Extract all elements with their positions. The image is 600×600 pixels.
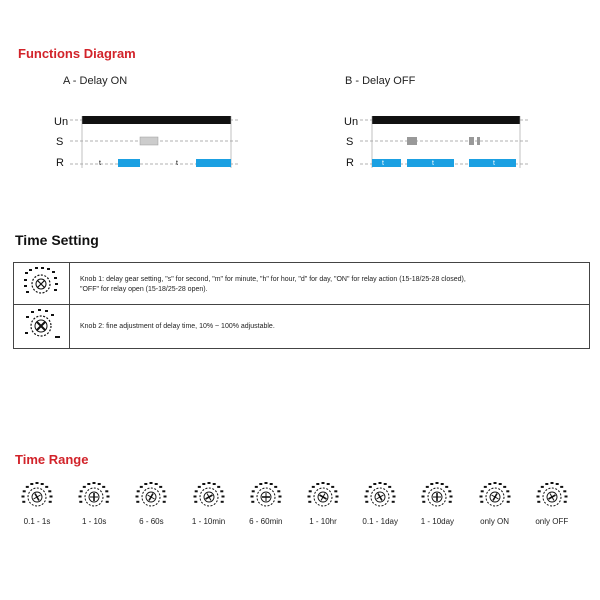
range-dial-icon <box>527 478 577 514</box>
range-label: 6 - 60s <box>139 517 164 526</box>
diagram-a-label-r: R <box>56 157 64 169</box>
range-dial-icon <box>298 478 348 514</box>
knob1-description <box>80 275 466 295</box>
range-label: 1 - 10s <box>81 517 107 526</box>
range-dial-icon <box>355 478 405 514</box>
diagram-b-un-bar <box>372 116 520 124</box>
diagram-a-t2: t <box>176 160 178 167</box>
range-label: 1 - 10day <box>420 517 455 526</box>
time-setting-table <box>13 262 590 349</box>
knob1-description-line2: "OFF" for relay open (15-18/25-28 open). <box>80 286 208 293</box>
diagram-b-title: B - Delay OFF <box>345 75 416 87</box>
range-label: 0.1 - 1day <box>362 517 398 526</box>
diagram-a-timing <box>70 112 245 172</box>
diagram-b-label-un: Un <box>344 116 359 128</box>
range-label: 1 - 10min <box>191 517 226 526</box>
diagram-a-s-pulse <box>140 137 158 145</box>
functions-diagram-title: Functions Diagram <box>18 46 136 61</box>
knob2-dial-icon <box>14 305 69 348</box>
diagram-b-r-pulse-2 <box>407 159 454 167</box>
diagram-a-t1: t <box>99 160 101 167</box>
diagram-a-un-bar <box>82 116 231 124</box>
knob2-row <box>14 305 589 348</box>
diagram-a-label-s: S <box>56 136 64 148</box>
diagram-b-r-pulse-1 <box>372 159 401 167</box>
diagram-b-s-pulse-2 <box>469 137 474 145</box>
range-dial-icon <box>126 478 176 514</box>
range-label: 6 - 60min <box>249 517 283 526</box>
diagram-a-r-pulse-1 <box>118 159 140 167</box>
diagram-b-t3: t <box>493 160 495 167</box>
range-dial-icon <box>470 478 520 514</box>
range-dial-icon <box>241 478 291 514</box>
diagram-b-label-s: S <box>346 136 354 148</box>
diagram-a-title: A - Delay ON <box>63 75 128 87</box>
diagram-a-label-un: Un <box>54 116 69 128</box>
range-dial-icon <box>184 478 234 514</box>
range-label: only OFF <box>535 517 569 526</box>
diagram-b-timing <box>360 112 535 172</box>
range-dial-icon <box>412 478 462 514</box>
knob2-description: Knob 2: fine adjustment of delay time, 10% ~ 100% adjustable. <box>80 323 275 330</box>
diagram-a-r-pulse-2 <box>196 159 231 167</box>
range-label: only ON <box>480 517 510 526</box>
range-label: 1 - 10hr <box>309 517 337 526</box>
diagram-b-label-r: R <box>346 157 354 169</box>
diagram-b-t1: t <box>382 160 384 167</box>
range-dial-icon <box>12 478 62 514</box>
diagram-b-s-pulse-3 <box>477 137 480 145</box>
range-label: 0.1 - 1s <box>23 517 51 526</box>
knob1-row <box>14 263 589 305</box>
diagram-b-t2: t <box>432 160 434 167</box>
time-range-title: Time Range <box>15 452 89 467</box>
knob1-dial-icon <box>14 263 69 304</box>
time-setting-title: Time Setting <box>15 232 99 248</box>
diagram-b-s-pulse-1 <box>407 137 417 145</box>
range-dial-icon <box>69 478 119 514</box>
knob1-description-line1: Knob 1: delay gear setting, "s" for second, "m" for minute, "h" for hour, "d" for day, "ON" for relay action (15-18/25-28 closed), <box>80 276 466 283</box>
